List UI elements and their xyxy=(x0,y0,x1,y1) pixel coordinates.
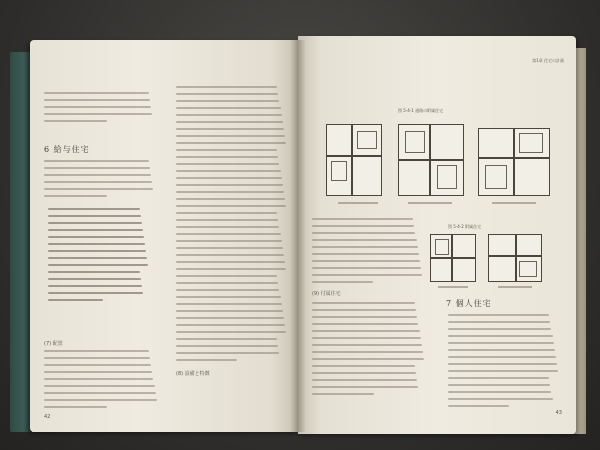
text-line xyxy=(48,243,145,245)
text-line xyxy=(44,99,150,101)
text-line xyxy=(312,218,413,220)
text-line xyxy=(176,135,285,137)
plan-caption-3 xyxy=(492,202,536,204)
text-line xyxy=(44,106,151,108)
text-line xyxy=(176,114,282,116)
text-line xyxy=(448,342,554,344)
text-line xyxy=(312,379,417,381)
plan-caption-2 xyxy=(408,202,452,204)
text-line xyxy=(448,321,550,323)
text-line xyxy=(448,356,556,358)
right-section-heading: 7 個人住宅 xyxy=(446,299,492,308)
text-line xyxy=(44,195,107,197)
text-line xyxy=(44,350,149,352)
text-line xyxy=(176,289,279,291)
text-line xyxy=(176,191,284,193)
text-line xyxy=(44,364,151,366)
text-line xyxy=(312,358,424,360)
text-line xyxy=(44,392,156,394)
right-page xyxy=(298,36,576,434)
text-line xyxy=(48,215,141,217)
text-line xyxy=(44,167,150,169)
text-line xyxy=(176,142,286,144)
text-line xyxy=(312,351,423,353)
text-line xyxy=(48,271,140,273)
text-line xyxy=(312,253,419,255)
text-line xyxy=(44,181,152,183)
text-line xyxy=(176,233,281,235)
text-line xyxy=(312,225,414,227)
text-line xyxy=(312,239,417,241)
text-line xyxy=(48,299,103,301)
text-line xyxy=(44,399,157,401)
text-line xyxy=(312,260,420,262)
text-line xyxy=(312,330,420,332)
text-line xyxy=(448,377,549,379)
text-line xyxy=(44,357,150,359)
text-line xyxy=(176,275,277,277)
text-line xyxy=(176,212,277,214)
text-line xyxy=(44,160,149,162)
text-line xyxy=(176,359,237,361)
text-line xyxy=(176,254,284,256)
text-line xyxy=(176,352,279,354)
figure-caption-bottom: 図 5-4-2 附属住宅 xyxy=(448,224,482,229)
text-line xyxy=(176,100,279,102)
text-line xyxy=(312,365,415,367)
text-line xyxy=(44,406,107,408)
plan-caption-5 xyxy=(498,286,532,288)
text-line xyxy=(176,331,286,333)
left-subheading-equipment: (8) 設備と特徴 xyxy=(176,371,210,377)
text-line xyxy=(48,229,143,231)
text-line xyxy=(448,405,509,407)
text-line xyxy=(44,113,152,115)
text-line xyxy=(448,328,551,330)
left-page xyxy=(30,40,298,432)
text-line xyxy=(312,246,418,248)
text-line xyxy=(48,222,142,224)
text-line xyxy=(176,93,278,95)
text-line xyxy=(448,314,549,316)
book-spine-left xyxy=(10,52,32,432)
text-line xyxy=(448,391,551,393)
text-line xyxy=(176,338,277,340)
text-line xyxy=(48,285,142,287)
floor-plan-4 xyxy=(430,234,476,282)
text-line xyxy=(44,371,152,373)
text-line xyxy=(44,385,155,387)
text-line xyxy=(176,268,286,270)
text-line xyxy=(448,370,558,372)
text-line xyxy=(312,267,421,269)
book-gutter-shadow xyxy=(290,40,306,432)
text-line xyxy=(48,264,148,266)
text-line xyxy=(312,372,416,374)
right-subheading-annex: (9) 付属住宅 xyxy=(312,291,341,297)
text-line xyxy=(312,274,422,276)
text-line xyxy=(176,247,283,249)
text-line xyxy=(48,236,144,238)
text-line xyxy=(448,335,553,337)
text-line xyxy=(312,344,422,346)
text-line xyxy=(312,309,416,311)
text-line xyxy=(176,198,285,200)
right-page-number: 43 xyxy=(555,410,562,416)
text-line xyxy=(176,345,278,347)
text-line xyxy=(312,232,415,234)
text-line xyxy=(176,310,283,312)
left-page-number: 42 xyxy=(44,414,51,420)
text-line xyxy=(176,324,285,326)
text-line xyxy=(176,121,283,123)
text-line xyxy=(176,107,281,109)
left-subheading-placement: (7) 配置 xyxy=(44,341,63,347)
text-line xyxy=(448,398,553,400)
text-line xyxy=(48,257,147,259)
text-line xyxy=(448,384,550,386)
floor-plan-2 xyxy=(398,124,464,196)
text-line xyxy=(48,292,143,294)
text-line xyxy=(312,337,421,339)
text-line xyxy=(312,316,417,318)
text-line xyxy=(176,240,282,242)
text-line xyxy=(176,156,278,158)
floor-plan-5 xyxy=(488,234,542,282)
text-line xyxy=(176,226,279,228)
text-line xyxy=(448,363,557,365)
right-running-header: 第1章 住宅の計画 xyxy=(532,58,564,63)
figure-caption-top: 図 5-4-1 通路の附属住宅 xyxy=(398,108,444,113)
text-line xyxy=(48,278,141,280)
text-line xyxy=(176,163,279,165)
left-section-heading: 6 給与住宅 xyxy=(44,145,90,154)
text-line xyxy=(312,281,373,283)
floor-plan-3 xyxy=(478,128,550,196)
text-line xyxy=(44,174,151,176)
text-line xyxy=(176,184,283,186)
text-line xyxy=(176,303,282,305)
floor-plan-1 xyxy=(326,124,382,196)
plan-caption-4 xyxy=(438,286,468,288)
text-line xyxy=(44,378,153,380)
text-line xyxy=(312,386,418,388)
text-line xyxy=(44,188,153,190)
text-line xyxy=(176,205,286,207)
plan-caption-1 xyxy=(338,202,378,204)
text-line xyxy=(312,302,415,304)
text-line xyxy=(176,282,278,284)
text-line xyxy=(48,250,146,252)
text-line xyxy=(176,317,284,319)
text-line xyxy=(176,128,284,130)
text-line xyxy=(176,149,277,151)
text-line xyxy=(312,323,418,325)
text-line xyxy=(176,86,277,88)
text-line xyxy=(176,296,281,298)
text-line xyxy=(176,219,278,221)
text-line xyxy=(312,393,374,395)
text-line xyxy=(44,92,149,94)
text-line xyxy=(448,349,555,351)
text-line xyxy=(44,120,107,122)
text-line xyxy=(176,170,281,172)
text-line xyxy=(176,177,282,179)
text-line xyxy=(176,261,285,263)
text-line xyxy=(48,208,140,210)
